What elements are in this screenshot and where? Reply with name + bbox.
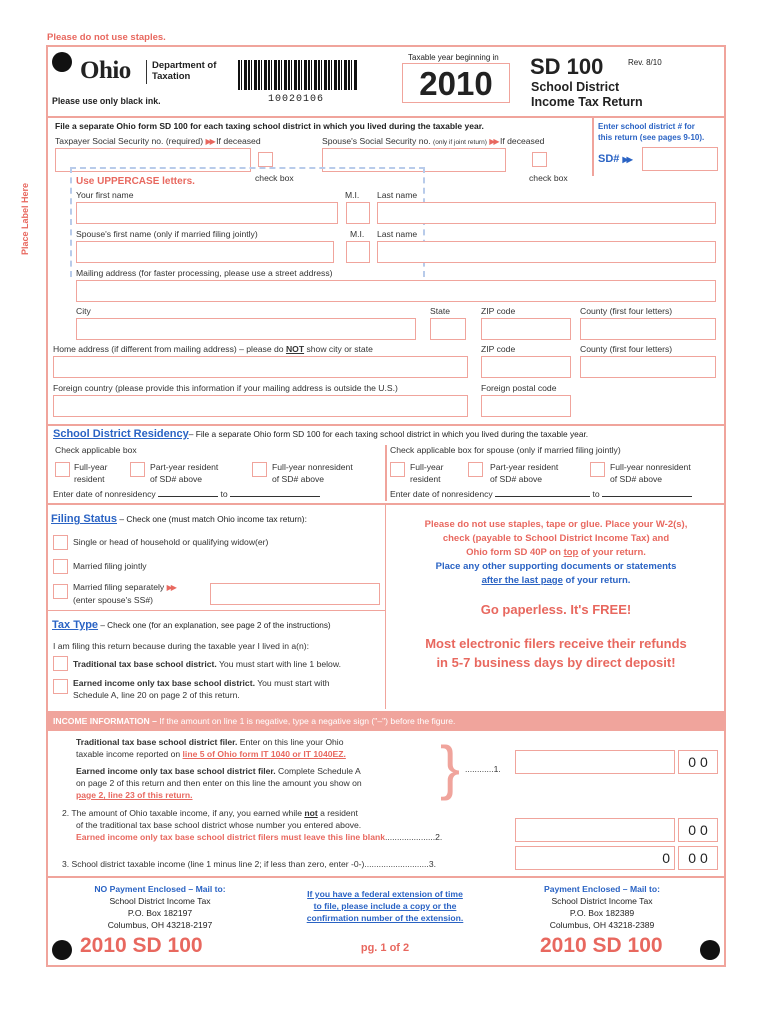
registration-mark-icon (52, 52, 72, 72)
department-name: Department of Taxation (152, 60, 217, 82)
tax-year: 2010 (402, 63, 510, 103)
zip-label: ZIP code (481, 306, 516, 316)
nonresidency-date-label: Enter date of nonresidency to (53, 489, 320, 499)
home-address-input[interactable] (53, 356, 468, 378)
city-label: City (76, 306, 91, 316)
foreign-postal-input[interactable] (481, 395, 571, 417)
state-input[interactable] (430, 318, 466, 340)
traditional-label: Traditional tax base school district. You must start with line 1 below. (73, 659, 341, 669)
brace-icon: } (440, 734, 461, 801)
barcode-number: 10020106 (268, 94, 325, 105)
form-footer-right: 2010 SD 100 (540, 934, 663, 957)
spouse-full-year-checkbox[interactable] (390, 462, 405, 477)
foreign-country-input[interactable] (53, 395, 468, 417)
married-separately-label: Married filing separately ▶▶ (enter spouse's SS#) (73, 582, 175, 605)
mailing-input[interactable] (76, 280, 716, 302)
spouse-full-year-label: Full-year resident (410, 462, 444, 484)
sd-instructions: Enter school district # for this return (see pages 9-10). (598, 122, 705, 142)
taxpayer-ssn-label: Taxpayer Social Security no. (required) ▶▶ If deceased (55, 136, 261, 146)
spouse-deceased-checkbox[interactable] (532, 152, 547, 167)
taxpayer-part-year-checkbox[interactable] (130, 462, 145, 477)
line3-dollars[interactable]: 0 (515, 846, 675, 870)
header-divider (46, 116, 726, 118)
barcode-icon (238, 60, 358, 90)
uppercase-note: Use UPPERCASE letters. (76, 176, 195, 187)
logo-divider (146, 60, 147, 84)
top-warning: Please do not use staples. (47, 32, 166, 43)
spouse-first-input[interactable] (76, 241, 334, 263)
full-year-label: Full-year resident (74, 462, 108, 484)
single-label: Single or head of household or qualifying widow(er) (73, 537, 269, 547)
filing-heading: Filing Status – Check one (must match Ohio income tax return): (51, 513, 307, 525)
line1-cents[interactable]: 0 0 (678, 750, 718, 774)
separate-note: File a separate Ohio form SD 100 for each taxing school district in which you lived during the taxable year. (55, 121, 484, 131)
last-name-input[interactable] (377, 202, 716, 224)
first-name-label: Your first name (76, 190, 134, 200)
residency-column-divider (385, 445, 387, 501)
sd-label: SD# ▶▶ (598, 153, 631, 165)
staples-instructions: Please do not use staples, tape or glue. Place your W-2(s), check (payable to School District Income Tax) and Ohio form SD 40P on top of your return. Place any other supporting documents or statements after the last page of your return. (424, 519, 688, 586)
no-payment-address: NO Payment Enclosed – Mail to: School District Income Tax P.O. Box 182197 Columbus, OH 43218-2197 (94, 884, 226, 930)
form-revision: Rev. 8/10 (628, 58, 662, 67)
check-box-label-2: check box (529, 173, 568, 183)
spouse-part-year-label: Part-year resident of SD# above (490, 462, 559, 484)
married-jointly-checkbox[interactable] (53, 559, 68, 574)
spouse-part-year-checkbox[interactable] (468, 462, 483, 477)
line3-cents[interactable]: 0 0 (678, 846, 718, 870)
county-input[interactable] (580, 318, 716, 340)
check-spouse: Check applicable box for spouse (only if married filing jointly) (390, 445, 621, 455)
check-box-label: check box (255, 173, 294, 183)
county-label: County (first four letters) (580, 306, 673, 316)
place-label-here: Place Label Here (20, 182, 30, 255)
home-address-label: Home address (if different from mailing address) – please do NOT show city or state (53, 344, 373, 354)
residency-heading: School District Residency– File a separate Ohio form SD 100 for each taxing school district in which you lived during the taxable year. (53, 428, 589, 440)
foreign-postal-label: Foreign postal code (481, 383, 557, 393)
home-zip-input[interactable] (481, 356, 571, 378)
home-county-input[interactable] (580, 356, 716, 378)
spouse-last-input[interactable] (377, 241, 716, 263)
last-name-label: Last name (377, 190, 418, 200)
efile-note: Most electronic filers receive their refunds in 5-7 business days by direct deposit! (425, 636, 687, 670)
payment-address: Payment Enclosed – Mail to: School District Income Tax P.O. Box 182389 Columbus, OH 43218-2389 (543, 884, 661, 930)
spouse-nonresident-checkbox[interactable] (590, 462, 605, 477)
tax-type-heading: Tax Type – Check one (for an explanation, see page 2 of the instructions) (52, 619, 331, 631)
form-id: SD 100 (530, 54, 604, 79)
last-name-label-2: Last name (377, 229, 418, 239)
line1-dollars-input[interactable] (515, 750, 675, 774)
page-number: pg. 1 of 2 (360, 942, 410, 954)
filing-in-label: I am filing this return because during the taxable year I lived in a(n): (53, 641, 310, 651)
spouse-ssn-separate-input[interactable] (210, 583, 380, 605)
registration-mark-icon (700, 940, 720, 960)
spouse-first-label: Spouse's first name (only if married filing jointly) (76, 229, 258, 239)
mi-input[interactable] (346, 202, 370, 224)
spouse-nonresidency-date-label: Enter date of nonresidency to (390, 489, 692, 499)
line3-text: 3. School district taxable income (line 1 minus line 2; if less than zero, enter -0-)...........................3. (62, 859, 436, 869)
tax-year-label: Taxable year beginning in (408, 53, 499, 62)
nonresident-label: Full-year nonresident of SD# above (272, 462, 353, 484)
taxpayer-full-year-checkbox[interactable] (55, 462, 70, 477)
city-input[interactable] (76, 318, 416, 340)
spouse-mi-input[interactable] (346, 241, 370, 263)
taxpayer-deceased-checkbox[interactable] (258, 152, 273, 167)
first-name-input[interactable] (76, 202, 338, 224)
single-checkbox[interactable] (53, 535, 68, 550)
black-ink-note: Please use only black ink. (52, 96, 161, 106)
married-jointly-label: Married filing jointly (73, 561, 147, 571)
earned-income-label: Earned income only tax base school district. You must start with Schedule A, line 20 on page 2 of this return. (73, 678, 330, 700)
extension-note: If you have a federal extension of time to file, please include a copy or the confirmation number of the extension. (306, 889, 464, 923)
earned-filer-text: Earned income only tax base school district filer. Complete Schedule A on page 2 of this return and then enter on this line the amount you show on page 2, line 23 of this return. (76, 766, 362, 800)
earned-income-checkbox[interactable] (53, 679, 68, 694)
mi-label: M.I. (345, 190, 360, 200)
zip-label-2: ZIP code (481, 344, 516, 354)
mailing-label: Mailing address (for faster processing, please use a street address) (76, 268, 333, 278)
form-title-1: School District (531, 80, 620, 94)
registration-mark-icon (52, 940, 72, 960)
state-label: State (430, 306, 451, 316)
school-district-input[interactable] (642, 147, 718, 171)
part-year-label: Part-year resident of SD# above (150, 462, 219, 484)
check-applicable: Check applicable box (55, 445, 137, 455)
traditional-filer-text: Traditional tax base school district filer. Enter on this line your Ohio taxable income reported on line 5 of Ohio form IT 1040 or IT 1040EZ. (76, 737, 346, 759)
line2-cents[interactable]: 0 0 (678, 818, 718, 842)
go-paperless: Go paperless. It's FREE! (480, 602, 632, 617)
spouse-nonresident-label: Full-year nonresident of SD# above (610, 462, 691, 484)
ohio-logo: Ohio (80, 57, 131, 84)
foreign-country-label: Foreign country (please provide this information if your mailing address is outside the U.S.) (53, 383, 398, 393)
form-title-2: Income Tax Return (531, 95, 643, 109)
county-label-2: County (first four letters) (580, 344, 673, 354)
label-guide-top (70, 167, 425, 169)
form-footer-left: 2010 SD 100 (80, 934, 203, 957)
line1-number: ............1. (465, 764, 501, 774)
sd-column-divider (592, 116, 594, 176)
residency-divider (46, 424, 726, 426)
mi-label-2: M.I. (350, 229, 365, 239)
married-separately-checkbox[interactable] (53, 584, 68, 599)
taxpayer-nonresident-checkbox[interactable] (252, 462, 267, 477)
income-header: INCOME INFORMATION – If the amount on line 1 is negative, type a negative sign ("–") before the figure. (53, 716, 456, 726)
line2-text: 2. The amount of Ohio taxable income, if any, you earned while not a resident of the traditional tax base school district whose number you entered above. Earned income only tax base school district filers must leave this line blank.....................2. (62, 808, 443, 842)
zip-input[interactable] (481, 318, 571, 340)
label-guide-left (70, 167, 72, 277)
spouse-ssn-label: Spouse's Social Security no. (only if joint return) ▶▶ If deceased (322, 136, 545, 146)
line2-dollars-input[interactable] (515, 818, 675, 842)
traditional-checkbox[interactable] (53, 656, 68, 671)
footer-divider (46, 876, 726, 878)
